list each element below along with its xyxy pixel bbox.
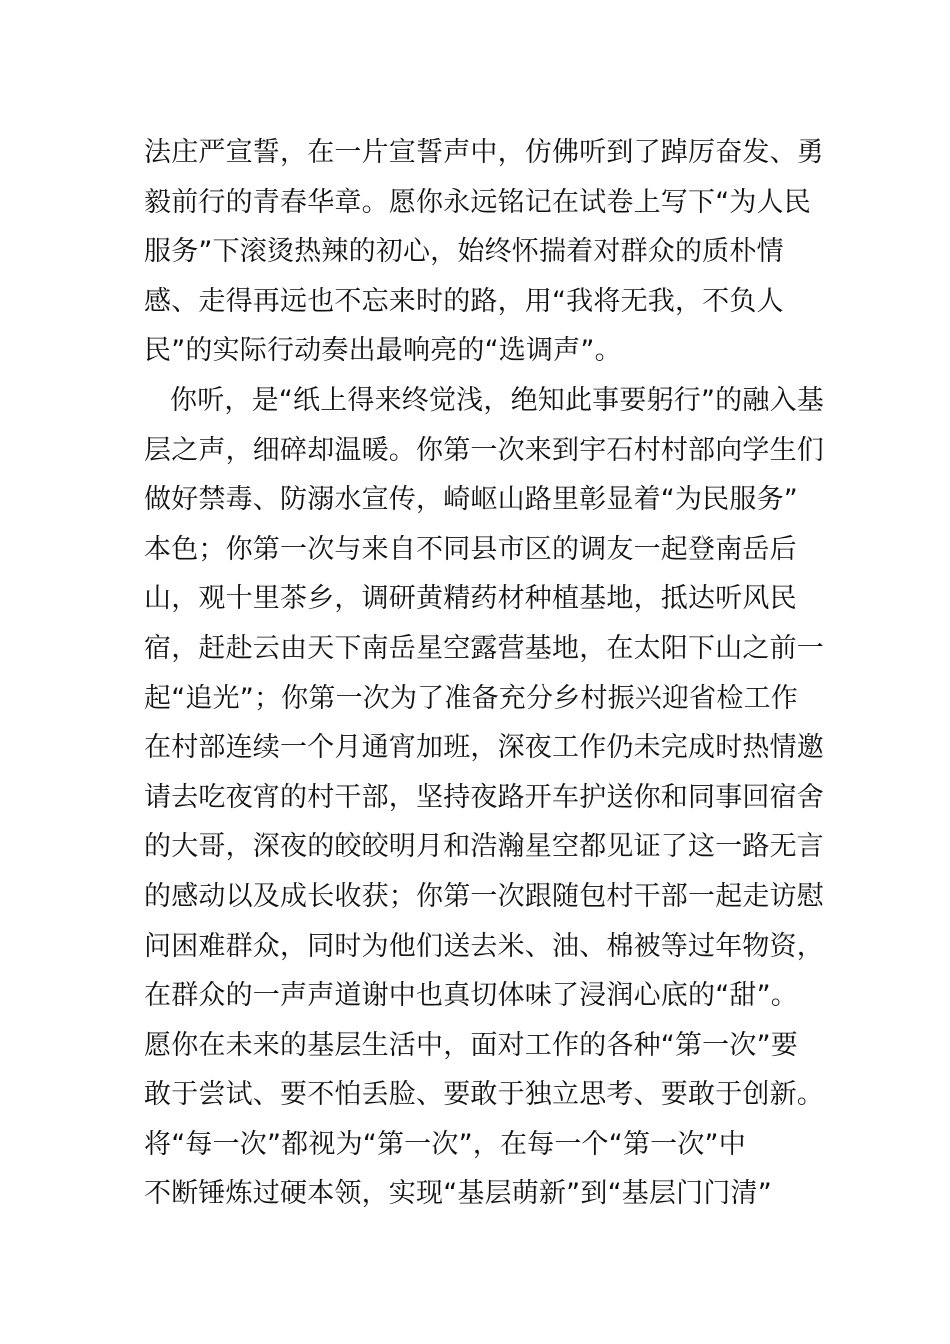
text-line: 的感动以及成长收获；你第一次跟随包村干部一起走访慰 xyxy=(144,880,824,912)
text-line: 请去吃夜宵的村干部，坚持夜路开车护送你和同事回宿舍 xyxy=(144,781,824,813)
text-line: 做好禁毒、防溺水宣传，崎岖山路里彰显着“为民服务” xyxy=(144,484,798,516)
text-line: 山，观十里茶乡，调研黄精药材种植基地，抵达听风民 xyxy=(144,583,797,615)
paragraph-1 xyxy=(144,128,824,376)
text-line: 层之声，细碎却温暖。你第一次来到宇石村村部向学生们 xyxy=(144,434,824,466)
text-line: 将“每一次”都视为“第一次”，在每一个“第一次”中 xyxy=(144,1128,746,1160)
paragraph-2 xyxy=(144,376,824,1219)
text-line: 本色；你第一次与来自不同县市区的调友一起登南岳后 xyxy=(144,533,797,565)
text-line: 宿，赶赴云由天下南岳星空露营基地，在太阳下山之前一 xyxy=(144,632,824,664)
text-line: 你听，是“纸上得来终觉浅，绝知此事要躬行”的融入基 xyxy=(170,384,824,416)
text-line: 法庄严宣誓，在一片宣誓声中，仿佛听到了踔厉奋发、勇 xyxy=(144,137,824,168)
text-line: 毅前行的青春华章。愿你永远铭记在试卷上写下“为人民 xyxy=(144,186,811,218)
text-line: 愿你在未来的基层生活中，面对工作的各种“第一次”要 xyxy=(144,1029,798,1061)
text-line: 的大哥，深夜的皎皎明月和浩瀚星空都见证了这一路无言 xyxy=(144,831,824,863)
document-body xyxy=(144,128,824,1219)
text-line: 民”的实际行动奏出最响亮的“选调声”。 xyxy=(144,335,622,367)
text-line: 在群众的一声声道谢中也真切体味了浸润心底的“甜”。 xyxy=(144,980,798,1012)
text-line: 服务”下滚烫热辣的初心，始终怀揣着对群众的质朴情 xyxy=(144,236,784,268)
text-line: 起“追光”；你第一次为了准备充分乡村振兴迎省检工作 xyxy=(144,682,798,714)
text-line: 感、走得再远也不忘来时的路，用“我将无我，不负人 xyxy=(144,285,784,317)
text-line: 敢于尝试、要不怕丢脸、要敢于独立思考、要敢于创新。 xyxy=(144,1079,824,1111)
text-line: 问困难群众，同时为他们送去米、油、棉被等过年物资， xyxy=(144,930,824,962)
text-line: 不断锤炼过硬本领，实现“基层萌新”到“基层门门清” xyxy=(144,1178,772,1210)
text-line: 在村部连续一个月通宵加班，深夜工作仍未完成时热情邀 xyxy=(144,732,824,764)
